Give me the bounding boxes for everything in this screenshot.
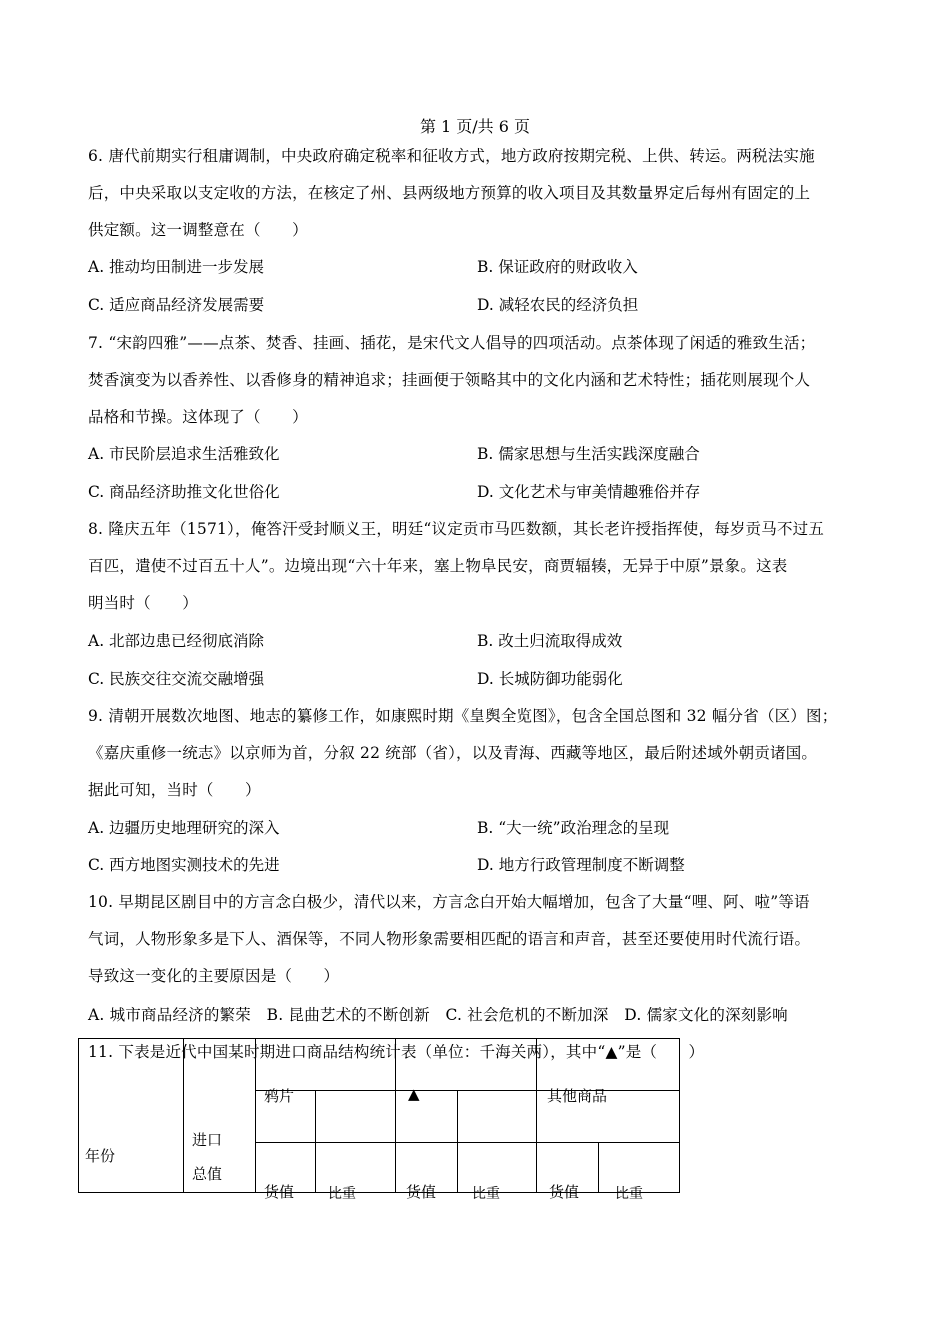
group-other: 其他商品 xyxy=(547,1087,608,1105)
question-line: 百匹，遣使不过百五十人”。边境出现“六十年来，塞上物阜民安，商贾辐辏，无异于中原”景象。这表 xyxy=(88,557,788,575)
option-c: C. 商品经济助推文化世俗化 xyxy=(88,483,280,501)
option-b: B. “大一统”政治理念的呈现 xyxy=(477,819,670,837)
question-stem: 11. 下表是近代中国某时期进口商品结构统计表（单位：千海关两），其中“▲”是（ ） xyxy=(88,1043,705,1061)
option-c: C. 西方地图实测技术的先进 xyxy=(88,856,280,874)
group-triangle: ▲ xyxy=(408,1085,420,1103)
question-line: 气词，人物形象多是下人、酒保等，不同人物形象需要相匹配的语言和声音，甚至还要使用时代流行语。 xyxy=(88,930,811,948)
group-cell-opium xyxy=(256,1087,316,1143)
subheader-value: 货值 xyxy=(549,1183,580,1201)
option-d: D. 文化艺术与审美情趣雅俗并存 xyxy=(477,483,701,501)
subheader-cell xyxy=(599,1143,680,1202)
question-line: 6. 唐代前期实行租庸调制，中央政府确定税率和征收方式，地方政府按期完税、上供、转运。两税法实施 xyxy=(88,147,815,165)
total-header-line2: 总值 xyxy=(192,1165,223,1183)
year-header: 年份 xyxy=(85,1147,116,1165)
question-line: 10. 早期昆区剧目中的方言念白极少，清代以来，方言念白开始大幅增加，包含了大量“哩、阿、啦”等语 xyxy=(88,893,810,911)
question-line: 8. 隆庆五年（1571），俺答汗受封顺义王，明廷“议定贡市马匹数额，其长老许授指挥使，每岁贡马不过五 xyxy=(88,520,825,538)
question-line: 后，中央采取以支定收的方法，在核定了州、县两级地方预算的收入项目及其数量界定后每州有固定的上 xyxy=(88,184,811,202)
option-c: C. 适应商品经济发展需要 xyxy=(88,296,265,314)
subheader-share: 比重 xyxy=(615,1186,643,1202)
option-a: A. 市民阶层追求生活雅致化 xyxy=(88,445,280,463)
option-a: A. 推动均田制进一步发展 xyxy=(88,258,265,276)
subheader-cell xyxy=(537,1143,599,1201)
question-line: 供定额。这一调整意在（ ） xyxy=(88,221,308,239)
option-b: B. 改土归流取得成效 xyxy=(477,632,623,650)
subheader-value: 货值 xyxy=(406,1183,437,1201)
question-line: 焚香演变为以香养性、以香修身的精神追求；挂画便于领略其中的文化内涵和艺术特性；插花则展现个人 xyxy=(88,371,811,389)
group-cell-other xyxy=(537,1087,680,1143)
empty-cell xyxy=(316,1091,396,1143)
option-a: A. 边疆历史地理研究的深入 xyxy=(88,819,280,837)
question-line: 9. 清朝开展数次地图、地志的纂修工作，如康熙时期《皇舆全览图》，包含全国总图和 32 幅分省（区）图； xyxy=(88,707,838,725)
option-d: D. 长城防御功能弱化 xyxy=(477,670,623,688)
option-d: D. 地方行政管理制度不断调整 xyxy=(477,856,685,874)
question-line: 品格和节操。这体现了（ ） xyxy=(88,408,308,426)
options-inline: A. 城市商品经济的繁荣 B. 昆曲艺术的不断创新 C. 社会危机的不断加深 D. 儒家文化的深刻影响 xyxy=(88,1006,788,1024)
group-cell-unknown xyxy=(396,1085,458,1143)
question-line: 导致这一变化的主要原因是（ ） xyxy=(88,967,340,985)
subheader-cell xyxy=(256,1143,316,1201)
option-a: A. 北部边患已经彻底消除 xyxy=(88,632,265,650)
question-line: 7. “宋韵四雅”——点茶、焚香、挂画、插花，是宋代文人倡导的四项活动。点茶体现了闲适的雅致生活； xyxy=(88,334,816,352)
question-line: 《嘉庆重修一统志》以京师为首，分叙 22 统部（省），以及青海、西藏等地区，最后附述域外朝贡诸国。 xyxy=(88,744,818,762)
empty-cell xyxy=(458,1091,537,1143)
option-d: D. 减轻农民的经济负担 xyxy=(477,296,639,314)
option-b: B. 保证政府的财政收入 xyxy=(477,258,638,276)
option-c: C. 民族交往交流交融增强 xyxy=(88,670,265,688)
page-number: 第 1 页/共 6 页 xyxy=(419,117,531,136)
subheader-cell xyxy=(396,1143,458,1201)
group-opium: 鸦片 xyxy=(264,1087,295,1105)
subheader-cell xyxy=(458,1143,537,1202)
subheader-share: 比重 xyxy=(472,1186,500,1202)
subheader-cell xyxy=(316,1143,396,1202)
question-line: 明当时（ ） xyxy=(88,594,198,612)
question-line: 据此可知，当时（ ） xyxy=(88,781,261,799)
option-b: B. 儒家思想与生活实践深度融合 xyxy=(477,445,700,463)
subheader-value: 货值 xyxy=(264,1183,295,1201)
subheader-share: 比重 xyxy=(328,1186,356,1202)
total-header-line1: 进口 xyxy=(192,1131,223,1149)
